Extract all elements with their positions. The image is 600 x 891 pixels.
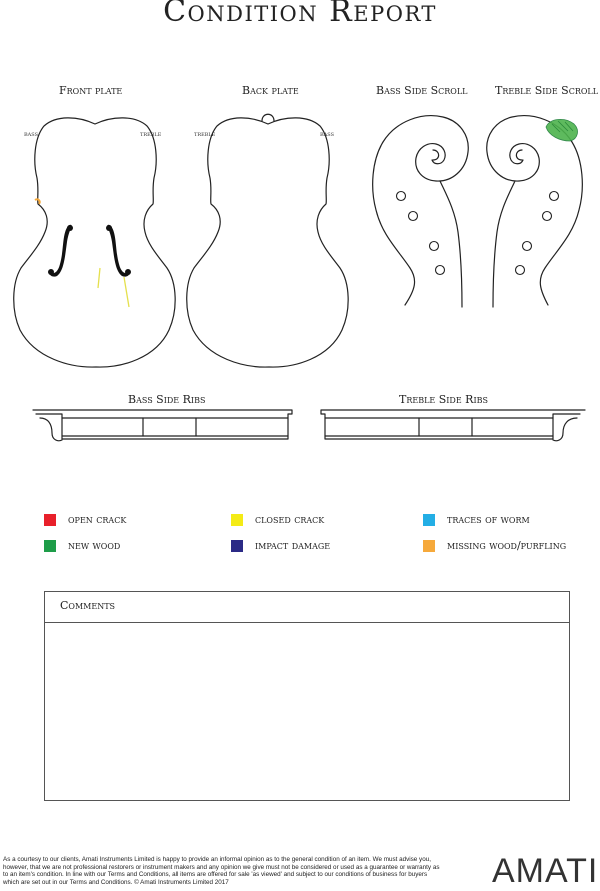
front-plate-label: Front plate	[59, 84, 123, 97]
comments-label: Comments	[45, 592, 569, 623]
open-crack-swatch	[44, 514, 56, 526]
bass-f-hole	[50, 225, 72, 277]
legend-label: missing wood/purfling	[447, 539, 567, 552]
bass-peg-hole	[436, 266, 445, 275]
comments-box	[44, 591, 570, 801]
back-plate-outline	[187, 118, 348, 367]
comments-field[interactable]	[45, 623, 569, 800]
missing-wood-swatch	[423, 540, 435, 552]
legend-label: new wood	[68, 539, 121, 552]
bass-peg-hole	[397, 192, 406, 201]
legend-impact-damage	[231, 539, 330, 552]
closed-crack-mark	[124, 277, 129, 307]
legend-open-crack	[44, 513, 126, 526]
legend-missing-wood	[423, 539, 566, 552]
legend-label: closed crack	[255, 513, 325, 526]
treble-f-hole	[107, 225, 129, 277]
treble-ribs-outline	[321, 410, 585, 439]
treble-peg-hole	[550, 192, 559, 201]
legend-closed-crack	[231, 513, 324, 526]
amati-logo: AMATI	[492, 852, 599, 890]
bass-peg-hole	[409, 212, 418, 221]
bass-ribs-outline	[33, 410, 292, 439]
impact-damage-swatch	[231, 540, 243, 552]
legend-traces-of-worm	[423, 513, 530, 526]
page-title: Condition Report	[163, 0, 437, 29]
treble-peg-hole	[516, 266, 525, 275]
closed-crack-swatch	[231, 514, 243, 526]
treble-side-scroll-label: Treble Side Scroll	[495, 84, 599, 97]
front-treble-label: treble	[140, 129, 162, 138]
new-wood-swatch	[44, 540, 56, 552]
bass-side-ribs-label: Bass Side Ribs	[128, 393, 206, 406]
treble-peg-hole	[523, 242, 532, 251]
legend-label: impact damage	[255, 539, 331, 552]
front-bass-label: bass	[24, 129, 39, 138]
legend-label: traces of worm	[447, 513, 530, 526]
back-bass-label: bass	[320, 129, 335, 138]
damage-marks	[35, 119, 577, 307]
back-plate-label: Back plate	[242, 84, 299, 97]
traces-of-worm-swatch	[423, 514, 435, 526]
treble-scroll-outline	[487, 116, 583, 307]
front-plate-outline	[14, 118, 175, 367]
back-button	[262, 114, 274, 121]
treble-peg-hole	[543, 212, 552, 221]
closed-crack-mark	[98, 268, 100, 288]
legend-label: open crack	[68, 513, 127, 526]
bass-peg-hole	[430, 242, 439, 251]
disclaimer-text: As a courtesy to our clients, Amati Instruments Limited is happy to provide an informal opinion as to the general condition of an item. We must advise you, however, that we are not professional restorers or instrument makers and any opinion we give must not be considered or used as a guarantee or warranty as to an item's condition. In line with our Terms and Conditions, all items are offered for sale 'as viewed' and subject to our conditions of business for buyers which are set out in our Terms and Conditions. © Amati Instruments Limited 2017	[3, 856, 440, 886]
treble-side-ribs-label: Treble Side Ribs	[399, 393, 488, 406]
legend-new-wood	[44, 539, 120, 552]
back-treble-label: treble	[194, 129, 216, 138]
bass-side-scroll-label: Bass Side Scroll	[376, 84, 468, 97]
bass-scroll-outline	[373, 116, 469, 307]
